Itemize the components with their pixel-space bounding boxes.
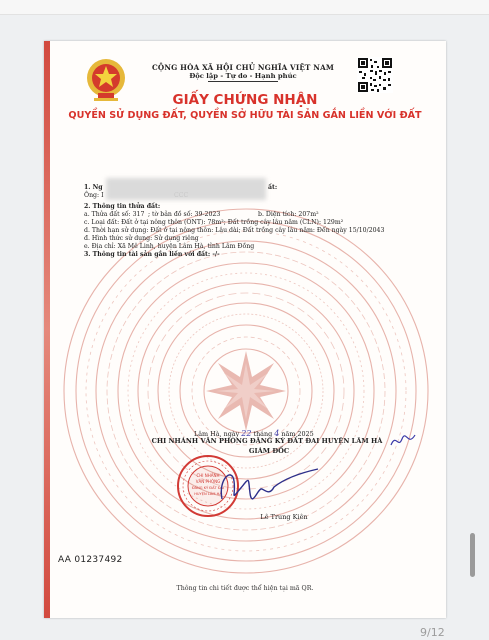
certificate-title: GIẤY CHỨNG NHẬN xyxy=(172,92,318,108)
land-heading: 2. Thông tin thửa đất: xyxy=(84,203,161,210)
page-indicator: 9/12 xyxy=(420,626,445,639)
svg-text:VĂN PHÒNG: VĂN PHÒNG xyxy=(195,479,221,484)
owner-name-prefix: Ông: I xyxy=(84,192,104,199)
land-address: e. Địa chỉ: Xã Mê Linh, huyện Lâm Hà, tỉnh Lâm Đồng xyxy=(84,243,255,250)
viewer-top-bar xyxy=(0,0,489,15)
signer-name: Lê Trung Kiên xyxy=(260,513,308,521)
usage-form: đ. Hình thức sử dụng: Sử dụng riêng xyxy=(84,235,199,242)
parcel-number: a. Thửa đất số: 317 xyxy=(84,211,145,218)
map-sheet: ; tờ bản đồ số: 39-2023 xyxy=(148,211,221,218)
handwritten-signature xyxy=(214,459,324,507)
qr-code xyxy=(357,57,393,93)
republic-heading: CỘNG HÒA XÃ HỘI CHỦ NGHĨA VIỆT NAM xyxy=(151,63,335,72)
signer-position: GIÁM ĐỐC xyxy=(248,447,290,455)
issuing-office: CHI NHÁNH VĂN PHÒNG ĐĂNG KÝ ĐẤT ĐAI HUYỆN LÂM HÀ xyxy=(151,437,383,445)
svg-text:HUYỆN LÂM HÀ: HUYỆN LÂM HÀ xyxy=(194,492,222,496)
certificate-subtitle: QUYỀN SỬ DỤNG ĐẤT, QUYỀN SỞ HỮU TÀI SẢN GẮN LIỀN VỚI ĐẤT xyxy=(68,110,422,121)
motto-underline xyxy=(208,81,278,82)
owner-label: 1. Ng xyxy=(84,184,103,191)
issue-day: 22 xyxy=(241,429,252,438)
bronze-drum-watermark xyxy=(56,201,436,581)
attached-assets: 3. Thông tin tài sản gắn liền với đất: -/- xyxy=(84,251,220,258)
svg-text:CHI NHÁNH: CHI NHÁNH xyxy=(196,473,220,478)
owner-label-tail: ất: xyxy=(268,184,278,191)
land-type: c. Loại đất: Đất ở tại nông thôn (ONT): 78m²; Đất trồng cây lâu năm (CLN): 129m² xyxy=(84,219,344,226)
motto: Độc lập - Tự do - Hạnh phúc xyxy=(189,72,297,80)
svg-text:ĐĂNG KÝ ĐẤT ĐAI: ĐĂNG KÝ ĐẤT ĐAI xyxy=(191,486,225,490)
redaction-blur xyxy=(106,178,266,200)
certificate-left-border xyxy=(44,41,50,618)
initial-mark xyxy=(388,429,418,451)
land-use-certificate xyxy=(44,41,446,618)
land-term: d. Thời hạn sử dụng: Đất ở tại nông thôn: Lâu dài; Đất trồng cây lâu năm: Đến ngày 15/10/2043 xyxy=(84,227,385,234)
land-area: b. Diện tích: 207m² xyxy=(258,211,319,218)
certificate-serial: AA 01237492 xyxy=(58,555,123,565)
issue-date: Lâm Hà, ngày 22 tháng 4 năm 2025 xyxy=(194,429,314,438)
scrollbar-thumb[interactable] xyxy=(470,533,475,577)
qr-footnote: Thông tin chi tiết được thể hiện tại mã QR. xyxy=(176,585,314,592)
issue-month: 4 xyxy=(274,429,280,438)
